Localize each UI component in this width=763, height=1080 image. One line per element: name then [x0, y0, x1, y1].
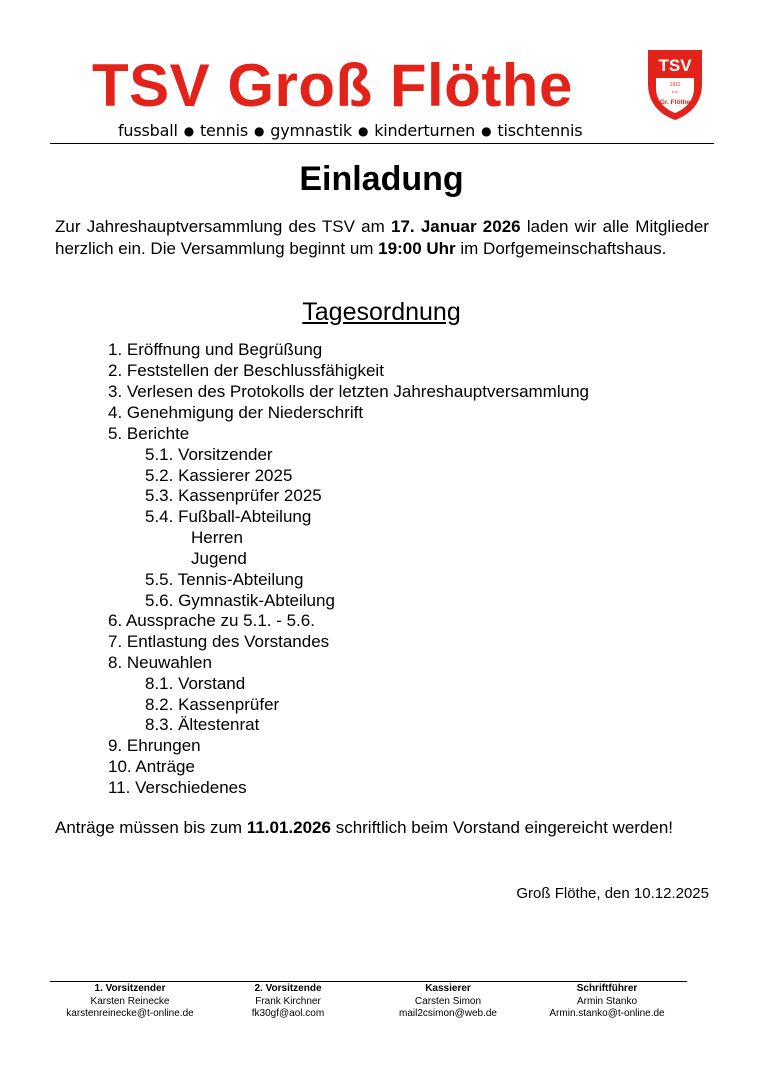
contact-role: 2. Vorsitzende	[254, 983, 322, 994]
agenda-subitem: 8.3. Ältestenrat	[145, 715, 260, 734]
agenda-item: 2. Feststellen der Beschlussfähigkeit	[108, 361, 384, 380]
contact-role: Kassierer	[425, 983, 471, 994]
agenda-subitem: 5.4. Fußball-Abteilung	[145, 507, 312, 526]
intro-text: laden wir alle Mitglieder herzlich ein. Die Versammlung beginnt um	[55, 217, 709, 258]
contact-role: Schriftführer	[576, 983, 638, 994]
agenda-subitem: 5.2. Kassierer 2025	[145, 466, 293, 485]
footer	[50, 983, 687, 1023]
agenda-item: 8. Neuwahlen	[108, 653, 212, 672]
footer-contact	[363, 983, 533, 1021]
intro-text: Zur Jahreshauptversammlung des TSV am	[55, 217, 391, 236]
bullet-icon: ●	[357, 124, 369, 138]
page-title: Einladung	[299, 160, 464, 198]
place-date: Groß Flöthe, den 10.12.2025	[516, 885, 709, 902]
sports-list	[118, 121, 582, 140]
meeting-date: 17. Januar 2026	[390, 217, 521, 236]
agenda-item: 5. Berichte	[108, 424, 190, 443]
agenda-item: 4. Genehmigung der Niederschrift	[108, 403, 364, 422]
agenda-subsubitem: Jugend	[191, 549, 247, 568]
contact-name: Frank Kirchner	[255, 995, 321, 1007]
note-text: Anträge müssen bis zum	[55, 818, 247, 837]
sport-item: kinderturnen	[374, 121, 476, 140]
meeting-time: 19:00 Uhr	[378, 238, 456, 258]
logo-ev: e.V.	[671, 89, 679, 94]
agenda-item: 3. Verlesen des Protokolls der letzten Jahreshauptversammlung	[108, 382, 589, 401]
logo-year: 1911	[669, 82, 681, 88]
footer-contact	[45, 983, 215, 1021]
sport-item: fussball	[118, 121, 178, 140]
contact-role: 1. Vorsitzender	[94, 983, 166, 994]
deadline-date: 11.01.2026	[246, 818, 331, 837]
agenda-item: 6. Aussprache zu 5.1. - 5.6.	[108, 611, 315, 630]
footer-contact	[522, 983, 692, 1021]
logo-bottom-text: Gr. Flöthe	[659, 99, 691, 106]
footer-divider	[50, 981, 687, 982]
club-logo	[645, 48, 705, 122]
agenda-item: 1. Eröffnung und Begrüßung	[108, 340, 323, 359]
header-divider	[50, 143, 714, 144]
agenda-subitem: 8.2. Kassenprüfer	[145, 695, 280, 714]
contact-email[interactable]: Armin.stanko@t-online.de	[549, 1008, 665, 1019]
contact-email[interactable]: mail2csimon@web.de	[399, 1008, 497, 1019]
bullet-icon: ●	[481, 124, 492, 138]
intro-text: im Dorfgemeinschaftshaus.	[455, 238, 667, 258]
agenda-subitem: 5.5. Tennis-Abteilung	[145, 570, 304, 589]
contact-name: Armin Stanko	[576, 995, 638, 1007]
agenda-subitem: 5.6. Gymnastik-Abteilung	[145, 591, 335, 610]
agenda-subitem: 5.1. Vorsitzender	[145, 445, 273, 464]
agenda-item: 7. Entlastung des Vorstandes	[108, 632, 330, 651]
sport-item: gymnastik	[270, 121, 352, 140]
sport-item: tischtennis	[497, 121, 583, 140]
agenda-item: 10. Anträge	[108, 757, 195, 776]
footer-contact	[203, 983, 373, 1021]
contact-name: Carsten Simon	[414, 995, 482, 1007]
agenda-subitem: 5.3. Kassenprüfer 2025	[145, 486, 322, 505]
bullet-icon: ●	[253, 124, 265, 138]
agenda-title: Tagesordnung	[302, 298, 461, 326]
agenda-item: 9. Ehrungen	[108, 736, 201, 755]
agenda-item: 11. Verschiedenes	[108, 778, 247, 797]
bullet-icon: ●	[183, 124, 194, 138]
logo-top-text: TSV	[658, 56, 692, 75]
sport-item: tennis	[199, 121, 248, 140]
agenda-subsubitem: Herren	[191, 528, 243, 547]
club-name: TSV Groß Flöthe	[92, 52, 573, 119]
contact-name: Karsten Reinecke	[90, 995, 170, 1007]
intro-paragraph	[55, 216, 709, 259]
deadline-note	[55, 817, 675, 838]
note-text: schriftlich beim Vorstand eingereicht werden!	[330, 818, 674, 837]
contact-email[interactable]: fk30gf@aol.com	[251, 1008, 325, 1019]
contact-email[interactable]: karstenreinecke@t-online.de	[66, 1008, 194, 1019]
agenda-subitem: 8.1. Vorstand	[145, 674, 246, 693]
